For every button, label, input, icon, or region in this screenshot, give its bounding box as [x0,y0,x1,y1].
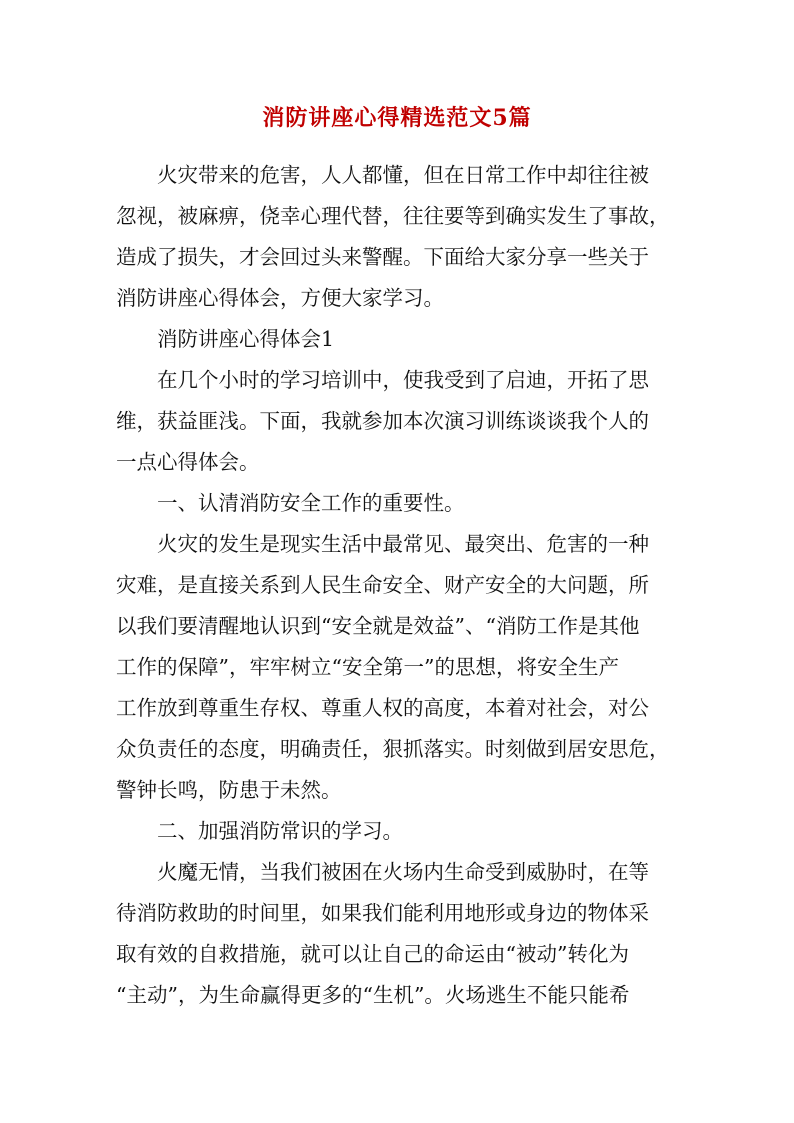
section-heading-1: 消防讲座心得体会1 [157,327,335,351]
body-paragraph-1: 在几个小时的学习培训中，使我受到了启迪，开拓了思 维，获益匪浅。下面，我就参加本次演习训练谈谈我个人的 一点心得体会。 [116,368,649,474]
document-title: 消防讲座心得精选范文5篇 [262,105,532,131]
body-paragraph-3: 火魔无情，当我们被困在火场内生命受到威胁时，在等 待消防救助的时间里，如果我们能利用地形或身边的物体采 取有效的自救措施，就可以让自己的命运由“被动”转化为 “主动”，为生命赢得更多的“生机”。火场逃生不能只能希 [116,860,649,1007]
intro-paragraph: 火灾带来的危害，人人都懂，但在日常工作中却往往被 忽视，被麻痹，侥幸心理代替，往往要等到确实发生了事故， 造成了损失，才会回过头来警醒。下面给大家分享一些关于 消防讲座心得体会，方便大家学习。 [116,163,670,310]
document-body [116,155,674,1016]
subheading-2: 二、加强消防常识的学习。 [157,819,403,843]
body-paragraph-2: 火灾的发生是现实生活中最常见、最突出、危害的一种 灾难，是直接关系到人民生命安全、财产安全的大问题，所 以我们要清醒地认识到“安全就是效益”、“消防工作是其他 工作的保障”，牢牢树立“安全第一”的思想，将安全生产 工作放到尊重生存权、尊重人权的高度，本着对社会，对公 众负责任的态度，明确责任，狠抓落实。时刻做到居安思危， 警钟长鸣，防患于未然。 [116,532,670,802]
subheading-1: 一、认清消防安全工作的重要性。 [157,491,465,515]
